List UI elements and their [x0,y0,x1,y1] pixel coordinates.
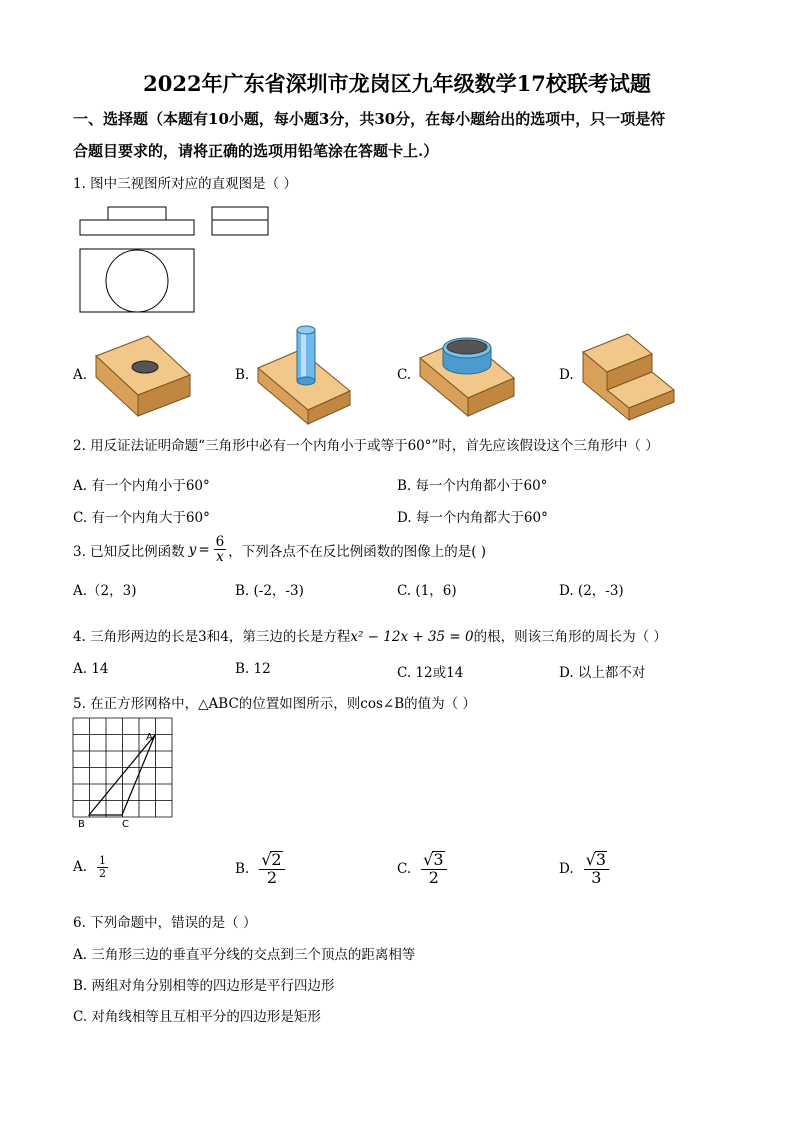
q2-stem: 2. 用反证法证明命题“三角形中必有一个内角小于或等于60°”时，首先应该假设这个三角形中（ ） [73,438,659,454]
section-header-line1: 一、选择题（本题有10小题，每小题3分，共30分，在每小题给出的选项中，只一项是符 [73,110,666,128]
q3-fraction-num: 6 [215,534,225,550]
q1-option-a-label: A. [73,367,88,383]
q1-option-b-label: B. [235,367,250,383]
q5-option-c-num: 3 [433,850,444,869]
q3-stem-prefix: 3. 已知反比例函数 [73,543,185,560]
q4-stem-prefix: 4. 三角形两边的长是3和4，第三边的长是方程 [73,629,351,645]
q5-option-a [73,855,110,879]
q5-option-c-num-wrap [421,851,446,870]
label-a: A [146,732,153,743]
triangle-abc [89,735,155,815]
q5-option-b-num: 2 [271,850,282,869]
q6-stem: 6. 下列命题中，错误的是（ ） [73,915,257,931]
q5-option-b-den: 2 [266,867,277,887]
q1-stem: 1. 图中三视图所对应的直观图是（ ） [73,176,297,192]
q5-option-b-letter: B. [235,860,250,877]
q4-option-c: C. 12或14 [397,665,464,681]
label-b: B [78,819,85,830]
q4-option-b: B. 12 [235,661,271,677]
q5-option-d-letter: D. [559,860,574,877]
q5-option-d-den: 3 [591,867,602,887]
q4-equation: x² − 12x + 35 = 0 [350,629,474,645]
q5-option-c-fraction [421,851,446,887]
q2-option-d: D. 每一个内角都大于60° [397,510,548,526]
q3-option-a: A.（2，3) [73,583,137,599]
q1-option-c-label: C. [397,367,412,383]
q5-option-b-num-wrap [259,851,284,870]
q3-eq: = [198,541,210,558]
q6-option-c: C. 对角线相等且互相平分的四边形是矩形 [73,1009,321,1025]
q6-option-b: B. 两组对角分别相等的四边形是平行四边形 [73,978,335,994]
q2-option-c: C. 有一个内角大于60° [73,510,210,526]
q2-option-b: B. 每一个内角都小于60° [397,478,548,494]
q5-option-a-letter: A. [73,859,88,876]
q3-fraction-den: x [216,549,224,566]
q4-option-a: A. 14 [73,661,109,677]
q3-option-b: B. (-2，-3) [235,583,304,599]
page-title: 2022年广东省深圳市龙岗区九年级数学17校联考试题 [143,71,651,96]
q5-stem: 5. 在正方形网格中，△ABC的位置如图所示，则cos∠B的值为（ ） [73,696,476,712]
q6-option-a: A. 三角形三边的垂直平分线的交点到三个顶点的距离相等 [73,947,416,963]
q5-option-c-letter: C. [397,860,412,877]
q3-option-d: D. (2，-3) [559,583,624,599]
q5-option-a-den: 2 [99,866,107,880]
q5-option-b [235,851,287,887]
q5-option-c-den: 2 [428,867,439,887]
q1-option-d-label: D. [559,367,574,383]
q5-option-a-num: 1 [99,854,107,867]
q4-option-d: D. 以上都不对 [559,665,646,681]
q5-option-b-fraction [259,851,284,887]
q3-stem-suffix: ，下列各点不在反比例函数的图像上的是( ) [228,543,487,560]
sqrt-icon: √ [423,850,434,869]
q5-option-d-num: 3 [595,850,607,869]
q3-option-c: C. (1，6) [397,583,457,599]
q5-option-d-num-wrap [584,851,609,870]
label-c: C [122,819,129,830]
sqrt-icon: √ [585,850,596,869]
sqrt-icon: √ [261,850,272,869]
q5-option-a-fraction [97,855,108,879]
q4-stem-suffix: 的根，则该三角形的周长为（ ） [473,629,667,645]
q5-option-d-fraction [584,851,609,887]
q2-option-a: A. 有一个内角小于60° [73,478,210,494]
q5-option-d [559,851,611,887]
q5-option-c [397,851,449,887]
section-header-line2: 合题目要求的，请将正确的选项用铅笔涂在答题卡上.） [73,142,439,160]
q3-y: y [188,541,197,558]
